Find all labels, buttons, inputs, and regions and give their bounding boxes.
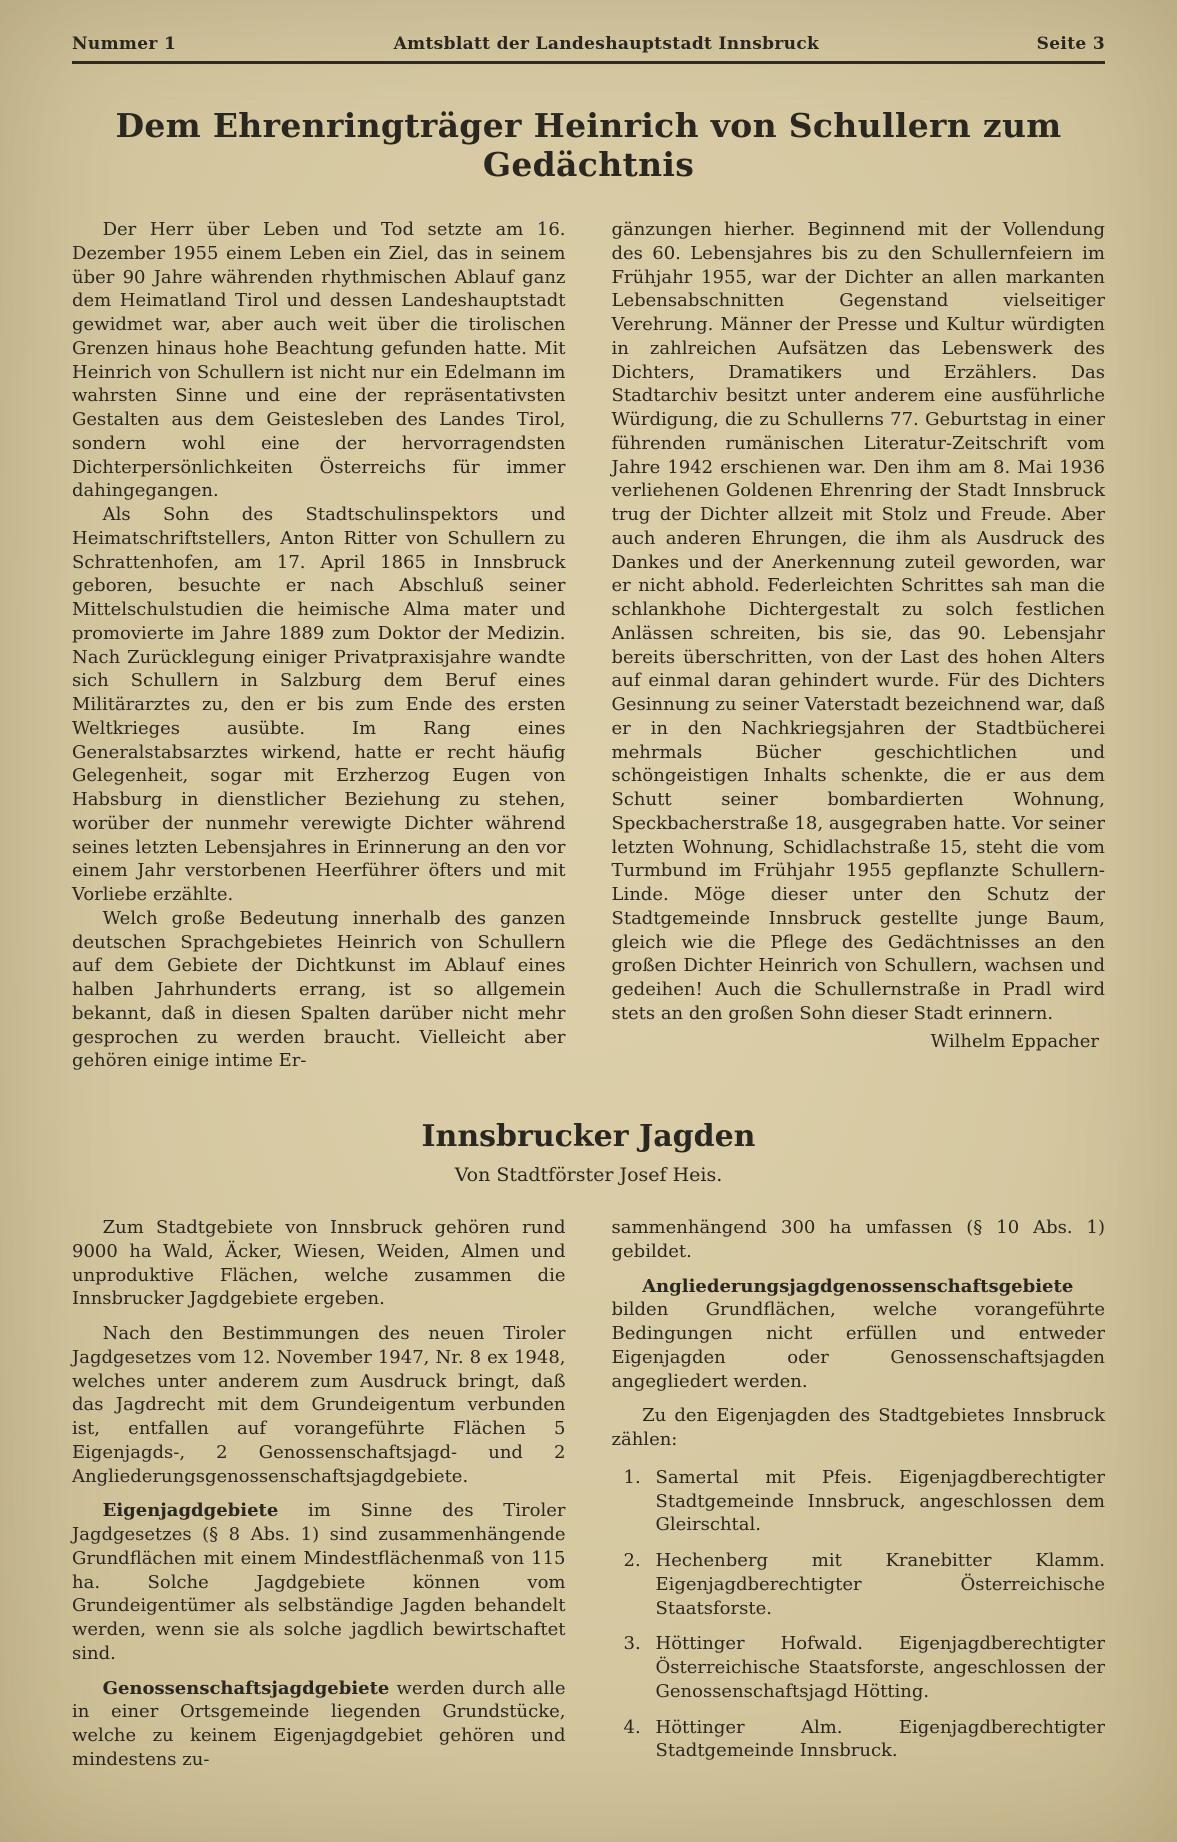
paragraph: gänzungen hierher. Beginnend mit der Vollendung des 60. Lebensjahres bis zu den Schullernfeiern im Frühjahr 1955, war der Dichter an allen markanten Lebensabschnitten Gegenstand vielseitiger Verehrung. Männer der Presse und Kultur würdigten in zahlreichen Aufsätzen das Lebenswerk des Dichters, Dramatikers und Erzählers. Das Stadtarchiv besitzt unter anderem eine ausführliche Würdigung, die zu Schullerns 77. Geburtstag in einer führenden rumänischen Literatur-Zeitschrift vom Jahre 1942 erschienen war. Den ihm am 8. Mai 1936 verliehenen Goldenen Ehrenring der Stadt Innsbruck trug der Dichter allzeit mit Stolz und Freude. Aber auch anderen Ehrungen, die ihm als Ausdruck des Dankes und der Anerkennung zuteil geworden, war er nicht abhold. Federleichten Schrittes sah man die schlankhohe Dichtergestalt zu solch festlichen Anlässen schreiten, bis sie, das 90. Lebensjahr bereits überschritten, von der Last des hohen Alters auf einmal daran gehindert wurde. Für des Dichters Gesinnung zu seiner Vaterstadt bezeichnend war, daß er in den Nachkriegsjahren der Stadtbücherei mehrmals Bücher geschichtlichen und schöngeistigen Inhalts schenkte, die er aus dem Schutt seiner bombardierten Wohnung, Speckbacherstraße 18, ausgegraben hatte. Vor seiner letzten Wohnung, Schidlachstraße 15, steht die vom Turmbund im Frühjahr 1955 gepflanzte Schullern-Linde. Möge dieser unter den Schutz der Stadtgemeinde Innsbruck gestellte junge Baum, gleich wie die Pflege des Gedächtnisses an den großen Dichter Heinrich von Schullern, wachsen und gedeihen! Auch die Schullernstraße in Pradl wird stets an den großen Sohn dieser Stadt erinnern.	[611, 219, 1105, 1024]
list-item-text: Samertal mit Pfeis. Eigenjagdberechtigter Stadtgemeinde Innsbruck, angeschlossen dem Gleirschtal.	[655, 1466, 1105, 1536]
memorial-left-column	[72, 218, 566, 1073]
jagden-columns	[72, 1216, 1105, 1772]
page-number: Seite 3	[1036, 34, 1105, 54]
list-item-number: 4.	[623, 1716, 641, 1738]
jagden-byline: Von Stadtförster Josef Heis.	[454, 1164, 723, 1186]
paragraph: Welch große Bedeutung innerhalb des ganzen deutschen Sprachgebietes Heinrich von Schullern auf dem Gebiete der Dichtkunst im Ablauf eines halben Jahrhunderts errang, ist so allgemein bekannt, daß in diesen Spalten darüber nicht mehr gesprochen zu werden braucht. Vielleicht aber gehören einige intime Er-	[72, 907, 566, 1072]
jagden-left-column	[72, 1216, 566, 1772]
paragraph	[72, 1499, 566, 1665]
list-item-number: 3.	[623, 1633, 641, 1655]
paragraph-text: im Sinne des Tiroler Jagdgesetzes (§ 8 Abs. 1) sind zusammenhängende Grundflächen mit einem Mindestflächenmaß von 115 ha. Solche Jagdgebiete können vom Grundeigentümer als selbständige Jagden behandelt werden, wenn sie als solche jagdlich bewirtschaftet sind.	[72, 1500, 566, 1664]
paragraph-text: Nach den Bestimmungen des neuen Tiroler Jagdgesetzes vom 12. November 1947, Nr. 8 ex 1948, welches unter anderem zum Ausdruck bringt, daß das Jagdrecht mit dem Grundeigentum verbunden ist, entfallen auf vorangeführte Flächen 5 Eigenjagds-, 2 Genossenschaftsjagd- und 2 Angliederungsgenossenschaftsjagdgebiete.	[72, 1323, 566, 1487]
paragraph-lead: Angliederungsjagdgenossenschaftsgebiete	[642, 1275, 1074, 1297]
paragraph	[72, 1677, 566, 1772]
list-item-text: Hechenberg mit Kranebitter Klamm. Eigenjagdberechtigter Österreichische Staatsforste.	[655, 1550, 1105, 1619]
list-item	[624, 1549, 1106, 1620]
paragraph-text: werden durch alle in einer Ortsgemeinde liegenden Grundstücke, welche zu keinem Eigenjagdgebiet gehören und mindestens zu-	[72, 1677, 566, 1770]
list-item-text: Höttinger Alm. Eigenjagdberechtigter Stadtgemeinde Innsbruck.	[655, 1716, 1105, 1762]
list-item	[624, 1716, 1106, 1764]
jagden-article-title: Innsbrucker Jagden	[421, 1119, 756, 1154]
eigenjagden-list	[612, 1466, 1106, 1763]
paragraph	[612, 1404, 1106, 1452]
paragraph-text: Zu den Eigenjagden des Stadtgebietes Innsbruck zählen:	[611, 1405, 1105, 1450]
page-header	[72, 34, 1105, 54]
list-item	[624, 1632, 1106, 1703]
list-item-text: Höttinger Hofwald. Eigenjagdberechtigter Österreichische Staatsforste, angeschlossen der Genossenschaftsjagd Hötting.	[655, 1633, 1105, 1702]
paragraph	[612, 1275, 1106, 1394]
paragraph-text: sammenhängend 300 ha umfassen (§ 10 Abs. 1) gebildet.	[611, 1217, 1105, 1262]
paragraph-text: bilden Grundflächen, welche vorangeführte Bedingungen nicht erfüllen und entweder Eigenjagden oder Genossenschaftsjagden angegliedert werden.	[611, 1299, 1105, 1392]
list-item	[624, 1466, 1106, 1537]
header-rule	[72, 61, 1105, 64]
jagden-right-column	[612, 1216, 1106, 1772]
list-item-number: 1.	[623, 1466, 641, 1488]
author-signature: Wilhelm Eppacher	[930, 1030, 1099, 1052]
paragraph: Als Sohn des Stadtschulinspektors und Heimatschriftstellers, Anton Ritter von Schullern zu Schrattenhofen, am 17. April 1865 in Innsbruck geboren, besuchte er nach Abschluß seiner Mittelschulstudien die heimische Alma mater und promovierte im Jahre 1889 zum Doktor der Medizin. Nach Zurücklegung einiger Privatpraxisjahre wandte sich Schullern in Salzburg dem Beruf eines Militärarztes zu, den er bis zum Ende des ersten Weltkrieges ausübte. Im Rang eines Generalstabsarztes wirkend, hatte er recht häufig Gelegenheit, sogar mit Erzherzog Eugen von Habsburg in dienstlicher Beziehung zu stehen, worüber der nunmehr verewigte Dichter während seines letzten Lebensjahres in Erinnerung an den vor einem Jahr verstorbenen Heerführer öfters und mit Vorliebe erzählte.	[72, 504, 566, 905]
paragraph: Der Herr über Leben und Tod setzte am 16. Dezember 1955 einem Leben ein Ziel, das in seinem über 90 Jahre währenden rhythmischen Ablauf ganz dem Heimatland Tirol und dessen Landeshauptstadt gewidmet war, aber auch weit über die tirolischen Grenzen hinaus hohe Beachtung gefunden hatte. Mit Heinrich von Schullern ist nicht nur ein Edelmann im wahrsten Sinne und eine der repräsentativsten Gestalten aus dem Geistesleben des Landes Tirol, sondern wohl eine der hervorragendsten Dichterpersönlichkeiten Österreichs für immer dahingegangen.	[72, 219, 566, 502]
paragraph	[72, 1322, 566, 1488]
paragraph	[612, 1216, 1106, 1264]
list-item-number: 2.	[623, 1550, 641, 1571]
masthead-title: Amtsblatt der Landeshauptstadt Innsbruck	[393, 34, 820, 54]
memorial-right-column	[612, 218, 1106, 1073]
memorial-columns	[72, 218, 1105, 1073]
paragraph-lead: Eigenjagdgebiete	[102, 1500, 279, 1522]
jagden-article	[72, 1119, 1105, 1772]
memorial-article	[72, 106, 1105, 1073]
memorial-article-title: Dem Ehrenringträger Heinrich von Schullern zum Gedächtnis	[115, 106, 1062, 184]
paragraph	[72, 1216, 566, 1311]
issue-number: Nummer 1	[72, 34, 177, 54]
paragraph-text: Zum Stadtgebiete von Innsbruck gehören rund 9000 ha Wald, Äcker, Wiesen, Weiden, Almen und unproduktive Flächen, welche zusammen die Innsbrucker Jagdgebiete ergeben.	[72, 1217, 566, 1310]
paragraph-lead: Genossenschaftsjagdgebiete	[102, 1677, 390, 1699]
